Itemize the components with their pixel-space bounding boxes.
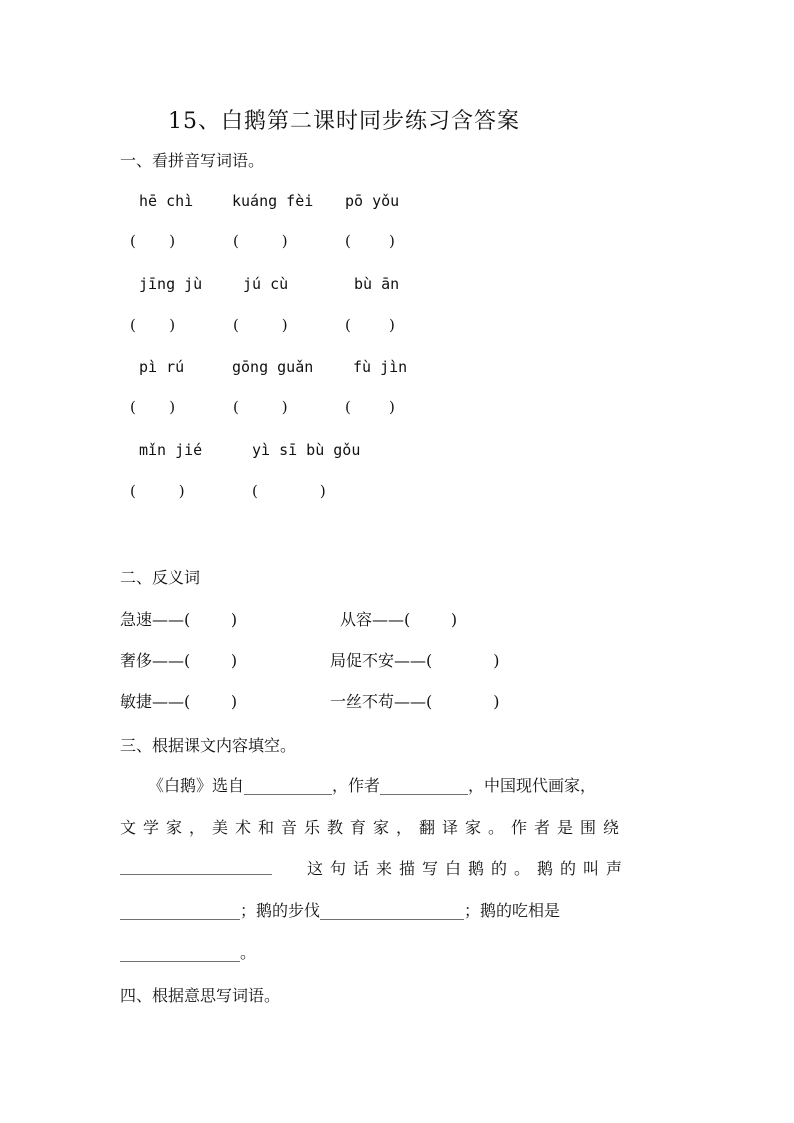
section-1-heading: 一、看拼音写词语。 [120,151,265,170]
answer-blank[interactable]: ( ) [130,398,176,416]
answer-blank[interactable]: ( ) [130,232,176,250]
answer-blank[interactable]: ( ) [345,316,395,334]
answer-blank[interactable]: ( ) [345,232,395,250]
pinyin-item: pì rú [139,358,185,376]
answer-blank[interactable]: ( ) [252,482,326,500]
pinyin-item: jú cù [243,275,289,293]
answer-blank[interactable]: ( ) [233,232,288,250]
fill-line: 这句话来描写白鹅的。鹅的叫声 [307,859,630,878]
pinyin-item: bù ān [354,275,400,293]
answer-blank[interactable]: ( ) [233,316,288,334]
fill-blank[interactable]: ___________________ [120,856,272,875]
antonym-item[interactable]: 从容——( ) [340,610,458,629]
pinyin-item: yì sī bù gǒu [252,441,361,459]
antonym-item[interactable]: 奢侈——( ) [120,651,238,670]
page-title: 15、白鹅第二课时同步练习含答案 [168,109,520,134]
antonym-item[interactable]: 敏捷——( ) [120,692,238,711]
fill-line[interactable]: _______________。 [120,943,257,962]
pinyin-item: gōng guǎn [232,358,314,376]
section-4-heading: 四、根据意思写词语。 [120,986,281,1005]
pinyin-item: kuáng fèi [232,192,314,210]
antonym-item[interactable]: 急速——( ) [120,610,238,629]
fill-line: 文学家，美术和音乐教育家，翻译家。作者是围绕 [120,818,627,837]
pinyin-item: mǐn jié [139,441,203,459]
pinyin-item: hē chì [139,192,194,210]
pinyin-item: jīng jù [139,275,203,293]
antonym-item[interactable]: 一丝不苟——( ) [330,692,500,711]
answer-blank[interactable]: ( ) [233,398,288,416]
answer-blank[interactable]: ( ) [345,398,395,416]
answer-blank[interactable]: ( ) [130,482,185,500]
section-3-heading: 三、根据课文内容填空。 [120,736,297,755]
fill-line[interactable]: _______________；鹅的步伐__________________；鹅的吃相是 [120,901,561,920]
section-2-heading: 二、反义词 [120,568,201,587]
pinyin-item: pō yǒu [345,192,400,210]
answer-blank[interactable]: ( ) [130,316,176,334]
fill-line[interactable]: 《白鹅》选自___________，作者___________，中国现代画家， [148,776,597,795]
pinyin-item: fù jìn [353,358,408,376]
antonym-item[interactable]: 局促不安——( ) [330,651,500,670]
